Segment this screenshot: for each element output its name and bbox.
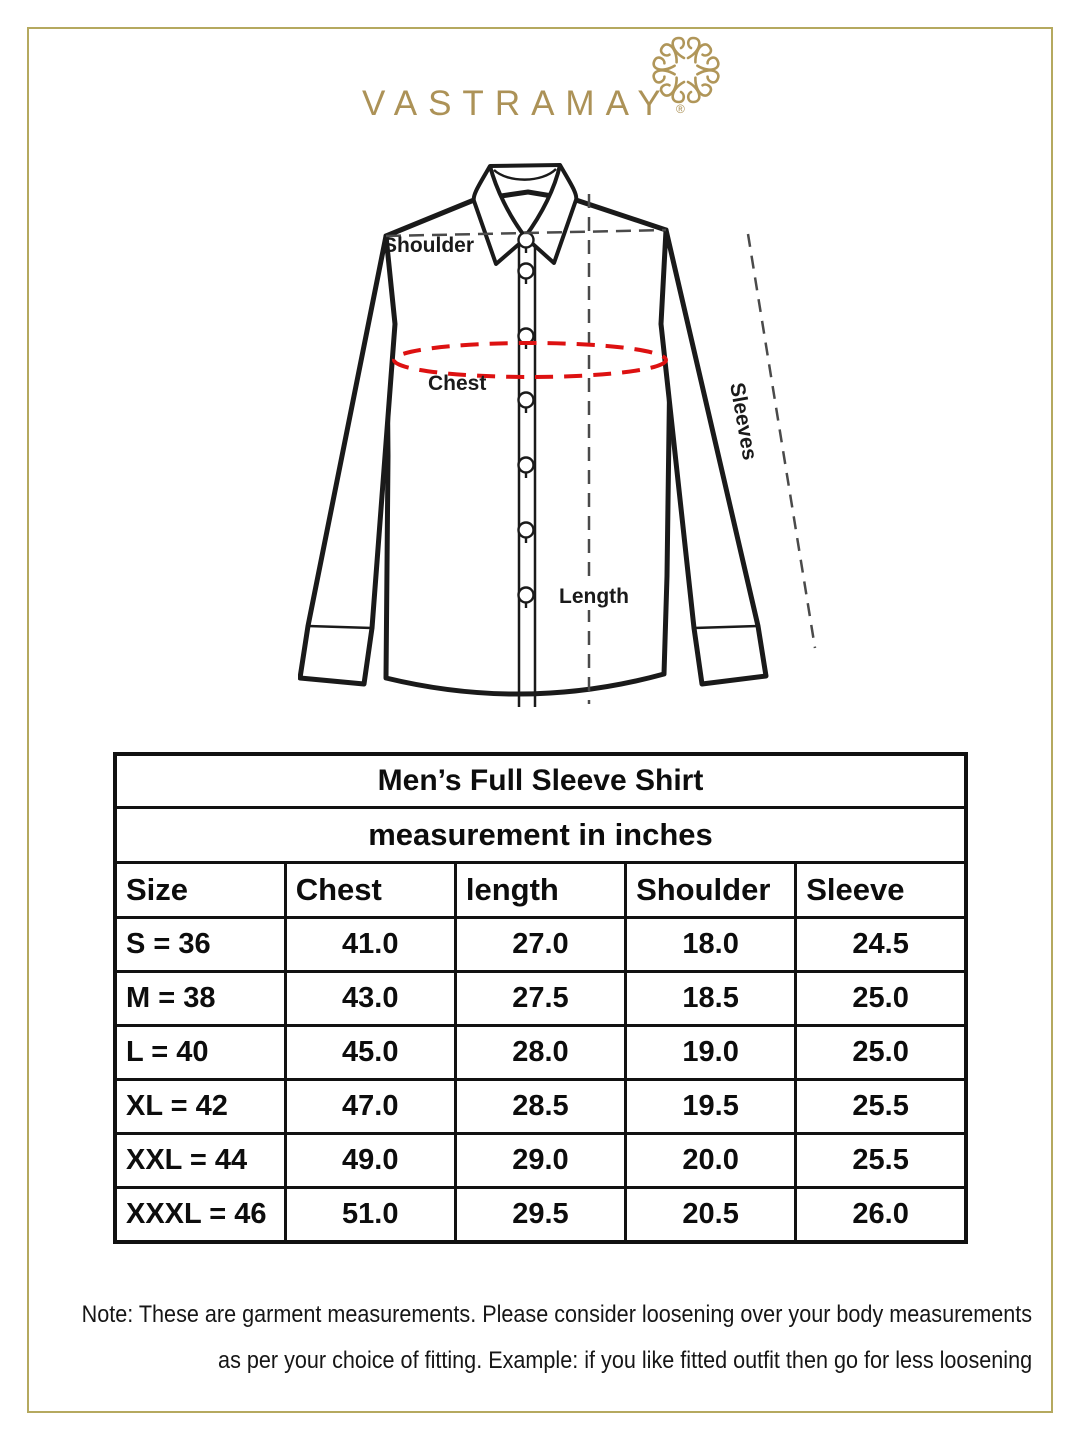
cell-length: 29.5 xyxy=(455,1188,625,1243)
table-row xyxy=(115,972,966,1026)
table-subtitle: measurement in inches xyxy=(115,808,966,863)
brand-wordmark: VASTRAMAY xyxy=(362,84,672,123)
cell-size: XXXL = 46 xyxy=(115,1188,285,1243)
shirt-measurement-diagram xyxy=(298,156,818,716)
cell-sleeve: 24.5 xyxy=(796,918,966,972)
table-row xyxy=(115,1026,966,1080)
cell-shoulder: 19.0 xyxy=(626,1026,796,1080)
size-chart-table xyxy=(113,752,968,1244)
cell-size: M = 38 xyxy=(115,972,285,1026)
table-header-row xyxy=(115,863,966,918)
brand-emblem-icon xyxy=(650,34,722,106)
cell-shoulder: 18.0 xyxy=(626,918,796,972)
cell-chest: 51.0 xyxy=(285,1188,455,1243)
sleeves-label: Sleeves xyxy=(725,380,762,462)
cell-sleeve: 26.0 xyxy=(796,1188,966,1243)
cell-length: 27.5 xyxy=(455,972,625,1026)
table-row xyxy=(115,1134,966,1188)
table-title: Men’s Full Sleeve Shirt xyxy=(115,754,966,808)
cell-shoulder: 20.5 xyxy=(626,1188,796,1243)
length-label: Length xyxy=(559,585,629,608)
column-header-size: Size xyxy=(115,863,285,918)
cell-sleeve: 25.5 xyxy=(796,1134,966,1188)
table-row xyxy=(115,918,966,972)
cell-chest: 43.0 xyxy=(285,972,455,1026)
cell-chest: 41.0 xyxy=(285,918,455,972)
cell-chest: 47.0 xyxy=(285,1080,455,1134)
table-row xyxy=(115,1080,966,1134)
shoulder-label: Shoulder xyxy=(383,234,475,257)
cell-sleeve: 25.5 xyxy=(796,1080,966,1134)
note-line-1: Note: These are garment measurements. Please consider loosening over your body measurements xyxy=(81,1301,1032,1328)
chest-label: Chest xyxy=(428,372,487,395)
column-header-shoulder: Shoulder xyxy=(626,863,796,918)
column-header-chest: Chest xyxy=(285,863,455,918)
cell-chest: 45.0 xyxy=(285,1026,455,1080)
cell-length: 27.0 xyxy=(455,918,625,972)
cell-chest: 49.0 xyxy=(285,1134,455,1188)
cell-length: 29.0 xyxy=(455,1134,625,1188)
cell-size: XXL = 44 xyxy=(115,1134,285,1188)
column-header-sleeve: Sleeve xyxy=(796,863,966,918)
cell-length: 28.0 xyxy=(455,1026,625,1080)
cell-shoulder: 20.0 xyxy=(626,1134,796,1188)
registered-trademark: ® xyxy=(676,102,685,116)
cell-size: S = 36 xyxy=(115,918,285,972)
cell-length: 28.5 xyxy=(455,1080,625,1134)
column-header-length: length xyxy=(455,863,625,918)
cell-size: L = 40 xyxy=(115,1026,285,1080)
measurement-note xyxy=(82,1292,1032,1384)
cell-sleeve: 25.0 xyxy=(796,1026,966,1080)
cell-shoulder: 18.5 xyxy=(626,972,796,1026)
cell-size: XL = 42 xyxy=(115,1080,285,1134)
cell-sleeve: 25.0 xyxy=(796,972,966,1026)
table-row xyxy=(115,1188,966,1243)
note-line-2: as per your choice of fitting. Example: if you like fitted outfit then go for less loosening xyxy=(217,1347,1033,1374)
shirt-left-sleeve xyxy=(300,236,395,684)
cell-shoulder: 19.5 xyxy=(626,1080,796,1134)
